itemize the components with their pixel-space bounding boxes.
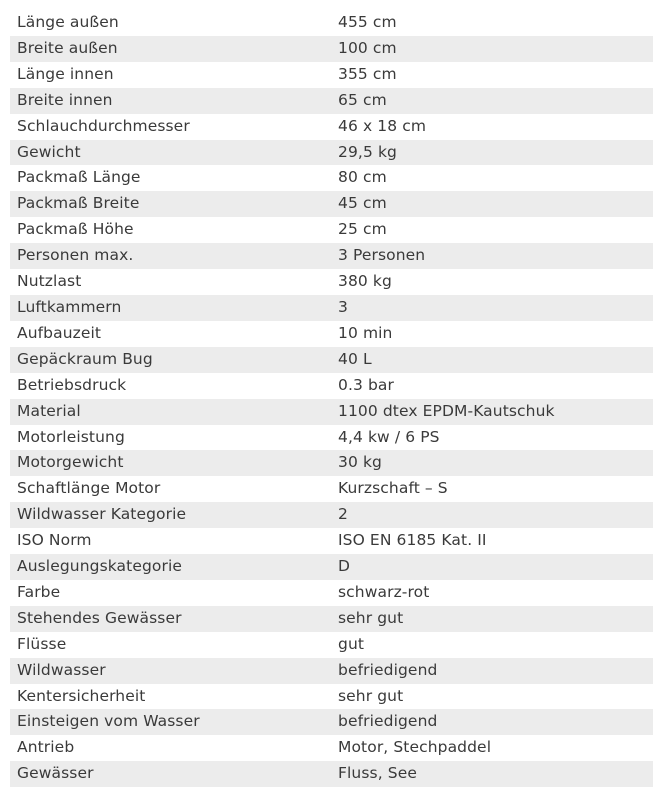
spec-row: [10, 502, 653, 528]
spec-value: 40 L: [338, 349, 372, 368]
spec-row: [10, 399, 653, 425]
spec-row: [10, 425, 653, 451]
spec-label: Breite innen: [17, 90, 113, 109]
spec-value: D: [338, 557, 351, 576]
spec-row: [10, 528, 653, 554]
spec-value: 455 cm: [338, 13, 397, 31]
spec-label: Aufbauzeit: [17, 323, 102, 342]
spec-label: Material: [17, 401, 81, 420]
spec-value: 80 cm: [338, 168, 387, 187]
spec-row: [10, 684, 653, 710]
spec-value: 2: [338, 505, 348, 524]
spec-label: Luftkammern: [17, 297, 122, 316]
spec-value: schwarz-rot: [338, 582, 430, 601]
spec-label: Personen max.: [17, 246, 134, 265]
spec-label: Breite außen: [17, 38, 118, 57]
spec-row: [10, 580, 653, 606]
spec-row: [10, 88, 653, 114]
spec-label: Packmaß Länge: [17, 168, 141, 187]
spec-label: Packmaß Höhe: [17, 220, 134, 239]
spec-table: [10, 10, 653, 787]
spec-row: [10, 321, 653, 347]
spec-row: [10, 269, 653, 295]
spec-label: Motorleistung: [17, 427, 125, 446]
spec-row: [10, 114, 653, 140]
spec-label: Kentersicherheit: [17, 686, 146, 705]
spec-value: gut: [338, 634, 365, 653]
spec-value: 380 kg: [338, 272, 392, 291]
spec-row: [10, 10, 653, 36]
spec-value: 65 cm: [338, 90, 387, 109]
spec-value: 46 x 18 cm: [338, 116, 427, 135]
spec-row: [10, 632, 653, 658]
spec-row: [10, 450, 653, 476]
spec-row: [10, 554, 653, 580]
spec-row: [10, 217, 653, 243]
spec-value: befriedigend: [338, 660, 438, 679]
spec-row: [10, 761, 653, 787]
spec-value: 30 kg: [338, 453, 382, 472]
spec-label: Wildwasser: [17, 660, 106, 679]
spec-value: 1100 dtex EPDM-Kautschuk: [338, 401, 555, 420]
spec-value: 0.3 bar: [338, 375, 394, 394]
spec-label: Flüsse: [17, 634, 67, 653]
spec-label: Schaftlänge Motor: [17, 479, 161, 498]
spec-label: Motorgewicht: [17, 453, 124, 472]
spec-row: [10, 373, 653, 399]
spec-row: [10, 165, 653, 191]
spec-table-body: [10, 10, 653, 787]
spec-row: [10, 243, 653, 269]
spec-label: Antrieb: [17, 738, 75, 757]
spec-row: [10, 658, 653, 684]
spec-row: [10, 735, 653, 761]
spec-label: Gepäckraum Bug: [17, 349, 153, 368]
spec-label: Nutzlast: [17, 272, 82, 291]
spec-value: 29,5 kg: [338, 142, 397, 161]
spec-value: 355 cm: [338, 64, 397, 83]
spec-value: Kurzschaft – S: [338, 479, 448, 498]
spec-label: Wildwasser Kategorie: [17, 505, 187, 524]
spec-value: 45 cm: [338, 194, 387, 213]
spec-value: befriedigend: [338, 712, 438, 731]
spec-value: 25 cm: [338, 220, 387, 239]
spec-label: Farbe: [17, 582, 61, 601]
spec-row: [10, 140, 653, 166]
spec-row: [10, 709, 653, 735]
spec-row: [10, 36, 653, 62]
spec-row: [10, 476, 653, 502]
spec-value: 3 Personen: [338, 246, 426, 265]
spec-label: Länge innen: [17, 64, 114, 83]
spec-label: Packmaß Breite: [17, 194, 140, 213]
spec-value: 4,4 kw / 6 PS: [338, 427, 440, 446]
spec-value: 100 cm: [338, 38, 397, 57]
spec-label: Gewicht: [17, 142, 81, 161]
spec-row: [10, 606, 653, 632]
spec-label: Einsteigen vom Wasser: [17, 712, 200, 731]
spec-label: Stehendes Gewässer: [17, 608, 182, 627]
spec-label: ISO Norm: [17, 531, 92, 550]
spec-row: [10, 295, 653, 321]
spec-label: Gewässer: [17, 764, 94, 783]
spec-value: sehr gut: [338, 686, 404, 705]
spec-label: Auslegungskategorie: [17, 557, 182, 576]
spec-value: ISO EN 6185 Kat. II: [338, 531, 487, 550]
spec-label: Betriebsdruck: [17, 375, 127, 394]
spec-value: 10 min: [338, 323, 393, 342]
spec-value: Fluss, See: [338, 764, 417, 783]
spec-label: Schlauchdurchmesser: [17, 116, 190, 135]
spec-value: Motor, Stechpaddel: [338, 738, 492, 757]
spec-label: Länge außen: [17, 13, 119, 31]
spec-value: 3: [338, 297, 348, 316]
spec-row: [10, 347, 653, 373]
spec-value: sehr gut: [338, 608, 404, 627]
spec-row: [10, 62, 653, 88]
spec-row: [10, 191, 653, 217]
